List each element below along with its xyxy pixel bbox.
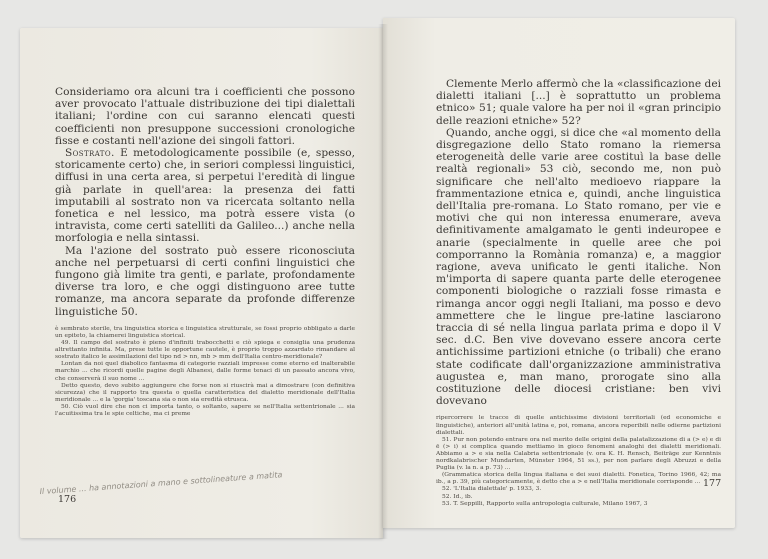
handwritten-annotation: Il volume ... ha annotazioni a mano e sottolineature a matita bbox=[39, 470, 283, 497]
page-number-left: 176 bbox=[58, 494, 77, 505]
footnote: 49. Il campo del sostrato è pieno d'infiniti trabocchetti e ciò spiega e consiglia una prudenza altrettanto infinita. Ma, prese tutte le opportune cautele, è proprio troppo azzardato rimandare al sostrato italico le assimilazioni del tipo nd > nn, mb > mm dell'Italia centro-meridionale? bbox=[55, 340, 355, 361]
left-page-column bbox=[55, 86, 355, 418]
footnote: 50. Ciò vuol dire che non ci importa tanto, o soltanto, sapere se nell'Italia settentrionale ... sia l'acuitissima tra le spie celtiche, ma ci preme bbox=[55, 403, 355, 417]
footnote: è sembrato sterile, tra linguistica storica e linguistica strutturale, se fossi proprio obbligato a darle un epiteto, la chiamerei linguistica storical. bbox=[55, 325, 355, 339]
right-paragraph-2: Quando, anche oggi, si dice che «al momento della disgregazione dello Stato romano la riemersa eterogeneità delle varie aree costituì la base delle realtà regionali» 53 ciò, secondo me, non può significare che nell'alto medioevo riappare la frammentazione etnica e, quindi, anche linguistica dell'Italia pre-romana. Lo Stato romano, per vie e motivi che qui non interessa enumerare, aveva definitivamente amalgamato le genti indeuropee e anarie (specialmente in quelle aree che poi comporranno la Romània romanza) e, a maggior ragione, aveva unificato le genti italiche. Non m'importa di sapere quanta parte delle eterogenee componenti biologiche o razziali fosse rimasta e rimanga ancor oggi negli Italiani, ma posso e devo ammettere che le lingue pre-latine lasciarono traccia di sé nella lingua parlata prima e dopo il V sec. d.C. Ben vive dovevano essere ancora certe antichissime partizioni etniche (o tribali) che erano state codificate dall'organizzazione amministrativa augustea e, man mano, prorogate sino alla costituzione delle diocesi cristiane: ben vivi dovevano bbox=[436, 126, 721, 408]
book-gutter bbox=[378, 24, 388, 539]
left-page-body bbox=[55, 86, 355, 318]
right-page bbox=[383, 18, 735, 528]
right-paragraph-1: Clemente Merlo affermò che la «classificazione dei dialetti italiani [...] è soprattutto un problema etnico» 51; quale valore ha per noi il «gran principio delle reazioni etniche» 52? bbox=[436, 78, 721, 127]
left-page bbox=[20, 28, 383, 538]
sostrato-label: Sostrato. bbox=[65, 147, 115, 160]
footnote: 53. T. Seppilli, Rapporto sulla antropologia culturale, Milano 1967, 3 bbox=[442, 500, 648, 507]
right-footnotes bbox=[436, 415, 721, 507]
right-page-body bbox=[436, 78, 721, 407]
footnote: Lontan da noi quel diabolico fantasma di categorie razziali impresse come eterno ed inalterabile marchio ... che ricordi quelle pagine degli Albanesi, dalle forme tenaci di un passato ancora vivo, che conserverà il suo nome ... bbox=[55, 361, 355, 382]
footnote: Detto questo, devo subito aggiungere che forse non si riuscirà mai a dimostrare (con definitiva sicurezza) che il rapporto tra questa o quella caratteristica del dialetto meridionale dell'Italia meridionale ... e la 'gorgia' toscana sia o non sia eredità etrusca. bbox=[55, 382, 355, 403]
right-page-column bbox=[436, 78, 721, 508]
footnote: 52. 'L'Italia dialettale' p. 1933, 3. bbox=[442, 486, 542, 493]
left-footnotes bbox=[55, 326, 355, 418]
footnote: 52. Id., ib. bbox=[442, 493, 473, 500]
left-paragraph-1: Consideriamo ora alcuni tra i coefficienti che possono aver provocato l'attuale distribuzione dei tipi dialettali italiani; l'ordine con cui saranno elencati questi coefficienti non presuppone successioni cronologiche fisse e costanti nell'azione dei singoli fattori. bbox=[55, 86, 355, 147]
footnote: ripercorrere le tracce di quelle antichissime divisioni territoriali (ed economiche e linguistiche), anteriori all'unità latina e, poi, romana, ancora reperibili nelle odierne partizioni dialettali. bbox=[436, 415, 721, 436]
left-paragraph-2 bbox=[55, 147, 355, 245]
left-paragraph-3: Ma l'azione del sostrato può essere riconosciuta anche nel perpetuarsi di certi confini linguistici che fungono già limite tra genti, e parlate, profondamente diverse tra loro, e che oggi distinguono aree tutte romanze, ma ancora separate da profonde differenze linguistiche 50. bbox=[55, 244, 355, 318]
footnote: (Grammatica storica della lingua italiana e dei suoi dialetti. Fonetica, Torino 1966, 42; ma ib., a p. 39, più categoricamente, è detto che a > e nell'Italia meridionale corrisponde ... bbox=[436, 472, 721, 486]
footnote: 51. Pur non potendo entrare ora nel merito delle origini della palatalizzazione di a (> e) e di ē (> i) si complica quando mettiamo in gioco fenomeni analoghi dei dialetti meridionali. Abbiamo a > e sia nella Calabria settentrionale (v. ora K. H. Rensch, Beiträge zur Kenntnis nordkalabrischer Mundarten, Münster 1964, 51 ss.), per non parlare degli Abruzzi e della Puglia (v. la n. a p. 73) ... bbox=[436, 436, 721, 472]
page-number-right: 177 bbox=[703, 478, 722, 489]
left-paragraph-2-text: E metodologicamente possibile (e, spesso, storicamente certo) che, in seriori complessi linguistici, diffusi in una certa area, si perpetui l'eredità di lingue già parlate in quell'area: la presenza dei fatti imputabili al sostrato non va ricercata soltanto nella fonetica e nel lessico, ma potrà essere vista (o intravista, come certi satelliti da Galileo...) anche nella morfologia e nella sintassi. bbox=[55, 147, 355, 245]
